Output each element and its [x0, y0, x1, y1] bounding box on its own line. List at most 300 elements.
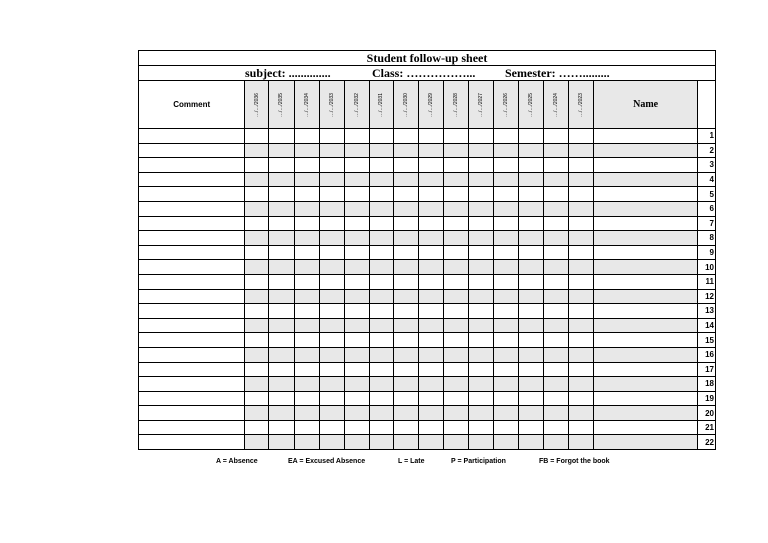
attendance-cell[interactable]: [569, 347, 594, 362]
attendance-cell[interactable]: [519, 406, 544, 421]
attendance-cell[interactable]: [443, 187, 468, 202]
comment-cell[interactable]: [139, 318, 245, 333]
attendance-cell[interactable]: [245, 201, 269, 216]
attendance-cell[interactable]: [569, 245, 594, 260]
comment-cell[interactable]: [139, 129, 245, 144]
name-cell[interactable]: [594, 318, 697, 333]
attendance-cell[interactable]: [494, 289, 519, 304]
attendance-cell[interactable]: [494, 260, 519, 275]
attendance-cell[interactable]: [469, 362, 494, 377]
attendance-cell[interactable]: [469, 216, 494, 231]
attendance-cell[interactable]: [344, 143, 369, 158]
attendance-cell[interactable]: [519, 260, 544, 275]
attendance-cell[interactable]: [443, 391, 468, 406]
attendance-cell[interactable]: [369, 187, 393, 202]
attendance-cell[interactable]: [544, 333, 569, 348]
attendance-cell[interactable]: [245, 435, 269, 450]
attendance-cell[interactable]: [269, 435, 294, 450]
attendance-cell[interactable]: [294, 172, 319, 187]
attendance-cell[interactable]: [544, 216, 569, 231]
attendance-cell[interactable]: [369, 333, 393, 348]
attendance-cell[interactable]: [393, 406, 418, 421]
attendance-cell[interactable]: [319, 362, 344, 377]
semester-field[interactable]: Semester: …….........: [505, 66, 610, 80]
attendance-cell[interactable]: [369, 318, 393, 333]
attendance-cell[interactable]: [443, 406, 468, 421]
attendance-cell[interactable]: [544, 172, 569, 187]
attendance-cell[interactable]: [393, 231, 418, 246]
attendance-cell[interactable]: [319, 143, 344, 158]
attendance-cell[interactable]: [443, 435, 468, 450]
attendance-cell[interactable]: [393, 274, 418, 289]
attendance-cell[interactable]: [443, 274, 468, 289]
attendance-cell[interactable]: [494, 158, 519, 173]
attendance-cell[interactable]: [269, 231, 294, 246]
attendance-cell[interactable]: [443, 347, 468, 362]
attendance-cell[interactable]: [269, 391, 294, 406]
attendance-cell[interactable]: [369, 377, 393, 392]
attendance-cell[interactable]: [443, 362, 468, 377]
attendance-cell[interactable]: [569, 362, 594, 377]
attendance-cell[interactable]: [369, 201, 393, 216]
attendance-cell[interactable]: [319, 304, 344, 319]
attendance-cell[interactable]: [245, 231, 269, 246]
name-cell[interactable]: [594, 377, 697, 392]
attendance-cell[interactable]: [245, 406, 269, 421]
attendance-cell[interactable]: [519, 143, 544, 158]
attendance-cell[interactable]: [519, 158, 544, 173]
comment-cell[interactable]: [139, 333, 245, 348]
name-cell[interactable]: [594, 406, 697, 421]
attendance-cell[interactable]: [344, 172, 369, 187]
attendance-cell[interactable]: [245, 318, 269, 333]
attendance-cell[interactable]: [469, 245, 494, 260]
attendance-cell[interactable]: [393, 347, 418, 362]
comment-cell[interactable]: [139, 187, 245, 202]
attendance-cell[interactable]: [369, 172, 393, 187]
attendance-cell[interactable]: [469, 201, 494, 216]
attendance-cell[interactable]: [443, 333, 468, 348]
attendance-cell[interactable]: [269, 362, 294, 377]
attendance-cell[interactable]: [344, 318, 369, 333]
attendance-cell[interactable]: [245, 347, 269, 362]
attendance-cell[interactable]: [393, 216, 418, 231]
attendance-cell[interactable]: [269, 377, 294, 392]
attendance-cell[interactable]: [544, 420, 569, 435]
attendance-cell[interactable]: [544, 158, 569, 173]
comment-cell[interactable]: [139, 362, 245, 377]
attendance-cell[interactable]: [544, 289, 569, 304]
attendance-cell[interactable]: [245, 245, 269, 260]
attendance-cell[interactable]: [269, 406, 294, 421]
attendance-cell[interactable]: [418, 304, 443, 319]
attendance-cell[interactable]: [544, 231, 569, 246]
attendance-cell[interactable]: [369, 245, 393, 260]
attendance-cell[interactable]: [319, 216, 344, 231]
attendance-cell[interactable]: [569, 129, 594, 144]
attendance-cell[interactable]: [245, 172, 269, 187]
attendance-cell[interactable]: [544, 129, 569, 144]
attendance-cell[interactable]: [443, 420, 468, 435]
attendance-cell[interactable]: [269, 187, 294, 202]
attendance-cell[interactable]: [569, 201, 594, 216]
attendance-cell[interactable]: [519, 420, 544, 435]
comment-cell[interactable]: [139, 391, 245, 406]
attendance-cell[interactable]: [344, 289, 369, 304]
attendance-cell[interactable]: [569, 304, 594, 319]
attendance-cell[interactable]: [319, 231, 344, 246]
attendance-cell[interactable]: [294, 304, 319, 319]
attendance-cell[interactable]: [494, 435, 519, 450]
attendance-cell[interactable]: [569, 216, 594, 231]
attendance-cell[interactable]: [569, 260, 594, 275]
attendance-cell[interactable]: [294, 158, 319, 173]
name-cell[interactable]: [594, 362, 697, 377]
attendance-cell[interactable]: [269, 289, 294, 304]
attendance-cell[interactable]: [544, 304, 569, 319]
comment-cell[interactable]: [139, 245, 245, 260]
attendance-cell[interactable]: [294, 201, 319, 216]
attendance-cell[interactable]: [319, 318, 344, 333]
attendance-cell[interactable]: [294, 333, 319, 348]
attendance-cell[interactable]: [443, 377, 468, 392]
attendance-cell[interactable]: [569, 318, 594, 333]
attendance-cell[interactable]: [469, 377, 494, 392]
class-field[interactable]: Class: ……………...: [372, 66, 476, 80]
attendance-cell[interactable]: [418, 260, 443, 275]
attendance-cell[interactable]: [245, 304, 269, 319]
comment-cell[interactable]: [139, 172, 245, 187]
attendance-cell[interactable]: [519, 362, 544, 377]
attendance-cell[interactable]: [544, 391, 569, 406]
attendance-cell[interactable]: [544, 362, 569, 377]
attendance-cell[interactable]: [418, 274, 443, 289]
attendance-cell[interactable]: [294, 231, 319, 246]
attendance-cell[interactable]: [369, 420, 393, 435]
attendance-cell[interactable]: [519, 216, 544, 231]
name-cell[interactable]: [594, 201, 697, 216]
attendance-cell[interactable]: [344, 377, 369, 392]
attendance-cell[interactable]: [494, 391, 519, 406]
attendance-cell[interactable]: [344, 274, 369, 289]
attendance-cell[interactable]: [469, 143, 494, 158]
attendance-cell[interactable]: [469, 260, 494, 275]
attendance-cell[interactable]: [319, 187, 344, 202]
attendance-cell[interactable]: [569, 274, 594, 289]
attendance-cell[interactable]: [418, 435, 443, 450]
name-cell[interactable]: [594, 260, 697, 275]
attendance-cell[interactable]: [418, 201, 443, 216]
attendance-cell[interactable]: [344, 406, 369, 421]
attendance-cell[interactable]: [344, 347, 369, 362]
attendance-cell[interactable]: [319, 245, 344, 260]
attendance-cell[interactable]: [544, 318, 569, 333]
attendance-cell[interactable]: [418, 318, 443, 333]
attendance-cell[interactable]: [245, 129, 269, 144]
attendance-cell[interactable]: [519, 231, 544, 246]
attendance-cell[interactable]: [569, 231, 594, 246]
attendance-cell[interactable]: [269, 260, 294, 275]
attendance-cell[interactable]: [344, 391, 369, 406]
comment-cell[interactable]: [139, 289, 245, 304]
attendance-cell[interactable]: [519, 245, 544, 260]
name-cell[interactable]: [594, 304, 697, 319]
attendance-cell[interactable]: [319, 172, 344, 187]
attendance-cell[interactable]: [544, 274, 569, 289]
attendance-cell[interactable]: [418, 333, 443, 348]
attendance-cell[interactable]: [344, 362, 369, 377]
attendance-cell[interactable]: [469, 347, 494, 362]
attendance-cell[interactable]: [369, 129, 393, 144]
attendance-cell[interactable]: [269, 420, 294, 435]
attendance-cell[interactable]: [418, 245, 443, 260]
attendance-cell[interactable]: [469, 318, 494, 333]
attendance-cell[interactable]: [494, 172, 519, 187]
attendance-cell[interactable]: [494, 304, 519, 319]
attendance-cell[interactable]: [494, 333, 519, 348]
attendance-cell[interactable]: [519, 333, 544, 348]
attendance-cell[interactable]: [494, 143, 519, 158]
attendance-cell[interactable]: [344, 216, 369, 231]
attendance-cell[interactable]: [418, 391, 443, 406]
name-cell[interactable]: [594, 245, 697, 260]
attendance-cell[interactable]: [369, 304, 393, 319]
attendance-cell[interactable]: [569, 420, 594, 435]
attendance-cell[interactable]: [269, 158, 294, 173]
name-cell[interactable]: [594, 172, 697, 187]
attendance-cell[interactable]: [443, 318, 468, 333]
name-cell[interactable]: [594, 420, 697, 435]
attendance-cell[interactable]: [569, 333, 594, 348]
attendance-cell[interactable]: [494, 129, 519, 144]
attendance-cell[interactable]: [393, 362, 418, 377]
attendance-cell[interactable]: [269, 333, 294, 348]
attendance-cell[interactable]: [269, 347, 294, 362]
attendance-cell[interactable]: [469, 420, 494, 435]
attendance-cell[interactable]: [245, 362, 269, 377]
attendance-cell[interactable]: [544, 435, 569, 450]
attendance-cell[interactable]: [369, 435, 393, 450]
attendance-cell[interactable]: [569, 377, 594, 392]
attendance-cell[interactable]: [494, 420, 519, 435]
attendance-cell[interactable]: [418, 377, 443, 392]
attendance-cell[interactable]: [418, 231, 443, 246]
attendance-cell[interactable]: [344, 201, 369, 216]
attendance-cell[interactable]: [294, 245, 319, 260]
attendance-cell[interactable]: [393, 245, 418, 260]
attendance-cell[interactable]: [393, 187, 418, 202]
attendance-cell[interactable]: [294, 260, 319, 275]
attendance-cell[interactable]: [269, 304, 294, 319]
attendance-cell[interactable]: [569, 289, 594, 304]
attendance-cell[interactable]: [418, 362, 443, 377]
attendance-cell[interactable]: [469, 231, 494, 246]
attendance-cell[interactable]: [418, 420, 443, 435]
attendance-cell[interactable]: [469, 304, 494, 319]
attendance-cell[interactable]: [269, 172, 294, 187]
name-cell[interactable]: [594, 391, 697, 406]
attendance-cell[interactable]: [319, 333, 344, 348]
attendance-cell[interactable]: [294, 318, 319, 333]
name-cell[interactable]: [594, 333, 697, 348]
attendance-cell[interactable]: [369, 362, 393, 377]
attendance-cell[interactable]: [519, 304, 544, 319]
comment-cell[interactable]: [139, 377, 245, 392]
attendance-cell[interactable]: [294, 347, 319, 362]
attendance-cell[interactable]: [369, 216, 393, 231]
comment-cell[interactable]: [139, 158, 245, 173]
attendance-cell[interactable]: [418, 187, 443, 202]
attendance-cell[interactable]: [294, 420, 319, 435]
attendance-cell[interactable]: [269, 318, 294, 333]
attendance-cell[interactable]: [319, 347, 344, 362]
attendance-cell[interactable]: [344, 231, 369, 246]
attendance-cell[interactable]: [569, 143, 594, 158]
subject-field[interactable]: subject: ..............: [245, 66, 331, 80]
attendance-cell[interactable]: [344, 158, 369, 173]
attendance-cell[interactable]: [494, 274, 519, 289]
attendance-cell[interactable]: [494, 318, 519, 333]
attendance-cell[interactable]: [245, 216, 269, 231]
attendance-cell[interactable]: [319, 201, 344, 216]
attendance-cell[interactable]: [269, 274, 294, 289]
attendance-cell[interactable]: [319, 158, 344, 173]
attendance-cell[interactable]: [294, 406, 319, 421]
attendance-cell[interactable]: [393, 318, 418, 333]
attendance-cell[interactable]: [294, 187, 319, 202]
attendance-cell[interactable]: [544, 406, 569, 421]
attendance-cell[interactable]: [494, 347, 519, 362]
attendance-cell[interactable]: [245, 274, 269, 289]
attendance-cell[interactable]: [344, 435, 369, 450]
attendance-cell[interactable]: [319, 406, 344, 421]
attendance-cell[interactable]: [443, 216, 468, 231]
attendance-cell[interactable]: [393, 201, 418, 216]
name-cell[interactable]: [594, 143, 697, 158]
name-cell[interactable]: [594, 289, 697, 304]
attendance-cell[interactable]: [393, 420, 418, 435]
attendance-cell[interactable]: [344, 420, 369, 435]
attendance-cell[interactable]: [294, 129, 319, 144]
attendance-cell[interactable]: [294, 274, 319, 289]
attendance-cell[interactable]: [443, 143, 468, 158]
attendance-cell[interactable]: [494, 187, 519, 202]
name-cell[interactable]: [594, 274, 697, 289]
attendance-cell[interactable]: [269, 129, 294, 144]
attendance-cell[interactable]: [418, 143, 443, 158]
attendance-cell[interactable]: [319, 289, 344, 304]
attendance-cell[interactable]: [294, 143, 319, 158]
name-cell[interactable]: [594, 129, 697, 144]
attendance-cell[interactable]: [519, 187, 544, 202]
name-cell[interactable]: [594, 158, 697, 173]
comment-cell[interactable]: [139, 201, 245, 216]
attendance-cell[interactable]: [418, 172, 443, 187]
attendance-cell[interactable]: [319, 435, 344, 450]
comment-cell[interactable]: [139, 435, 245, 450]
name-cell[interactable]: [594, 216, 697, 231]
attendance-cell[interactable]: [319, 129, 344, 144]
attendance-cell[interactable]: [418, 289, 443, 304]
name-cell[interactable]: [594, 231, 697, 246]
attendance-cell[interactable]: [544, 245, 569, 260]
attendance-cell[interactable]: [418, 406, 443, 421]
attendance-cell[interactable]: [544, 201, 569, 216]
attendance-cell[interactable]: [469, 406, 494, 421]
name-cell[interactable]: [594, 187, 697, 202]
attendance-cell[interactable]: [519, 172, 544, 187]
attendance-cell[interactable]: [418, 129, 443, 144]
attendance-cell[interactable]: [344, 333, 369, 348]
attendance-cell[interactable]: [469, 172, 494, 187]
attendance-cell[interactable]: [519, 289, 544, 304]
attendance-cell[interactable]: [245, 377, 269, 392]
attendance-cell[interactable]: [294, 362, 319, 377]
attendance-cell[interactable]: [245, 143, 269, 158]
attendance-cell[interactable]: [569, 187, 594, 202]
attendance-cell[interactable]: [369, 289, 393, 304]
attendance-cell[interactable]: [319, 420, 344, 435]
attendance-cell[interactable]: [369, 347, 393, 362]
attendance-cell[interactable]: [569, 158, 594, 173]
attendance-cell[interactable]: [443, 201, 468, 216]
attendance-cell[interactable]: [569, 172, 594, 187]
attendance-cell[interactable]: [544, 143, 569, 158]
attendance-cell[interactable]: [469, 158, 494, 173]
attendance-cell[interactable]: [469, 274, 494, 289]
attendance-cell[interactable]: [494, 216, 519, 231]
attendance-cell[interactable]: [569, 406, 594, 421]
attendance-cell[interactable]: [519, 435, 544, 450]
attendance-cell[interactable]: [319, 377, 344, 392]
attendance-cell[interactable]: [245, 420, 269, 435]
attendance-cell[interactable]: [245, 187, 269, 202]
attendance-cell[interactable]: [344, 245, 369, 260]
attendance-cell[interactable]: [369, 274, 393, 289]
attendance-cell[interactable]: [245, 391, 269, 406]
attendance-cell[interactable]: [393, 435, 418, 450]
attendance-cell[interactable]: [418, 216, 443, 231]
attendance-cell[interactable]: [443, 231, 468, 246]
attendance-cell[interactable]: [319, 274, 344, 289]
attendance-cell[interactable]: [418, 347, 443, 362]
attendance-cell[interactable]: [519, 347, 544, 362]
attendance-cell[interactable]: [393, 289, 418, 304]
attendance-cell[interactable]: [245, 333, 269, 348]
attendance-cell[interactable]: [519, 318, 544, 333]
attendance-cell[interactable]: [269, 245, 294, 260]
attendance-cell[interactable]: [344, 260, 369, 275]
attendance-cell[interactable]: [245, 289, 269, 304]
attendance-cell[interactable]: [393, 158, 418, 173]
attendance-cell[interactable]: [269, 216, 294, 231]
attendance-cell[interactable]: [443, 304, 468, 319]
attendance-cell[interactable]: [319, 260, 344, 275]
attendance-cell[interactable]: [469, 129, 494, 144]
attendance-cell[interactable]: [519, 274, 544, 289]
attendance-cell[interactable]: [544, 347, 569, 362]
attendance-cell[interactable]: [569, 391, 594, 406]
comment-cell[interactable]: [139, 231, 245, 246]
attendance-cell[interactable]: [393, 143, 418, 158]
attendance-cell[interactable]: [369, 260, 393, 275]
comment-cell[interactable]: [139, 420, 245, 435]
attendance-cell[interactable]: [369, 391, 393, 406]
attendance-cell[interactable]: [544, 377, 569, 392]
attendance-cell[interactable]: [469, 289, 494, 304]
comment-cell[interactable]: [139, 304, 245, 319]
attendance-cell[interactable]: [494, 406, 519, 421]
